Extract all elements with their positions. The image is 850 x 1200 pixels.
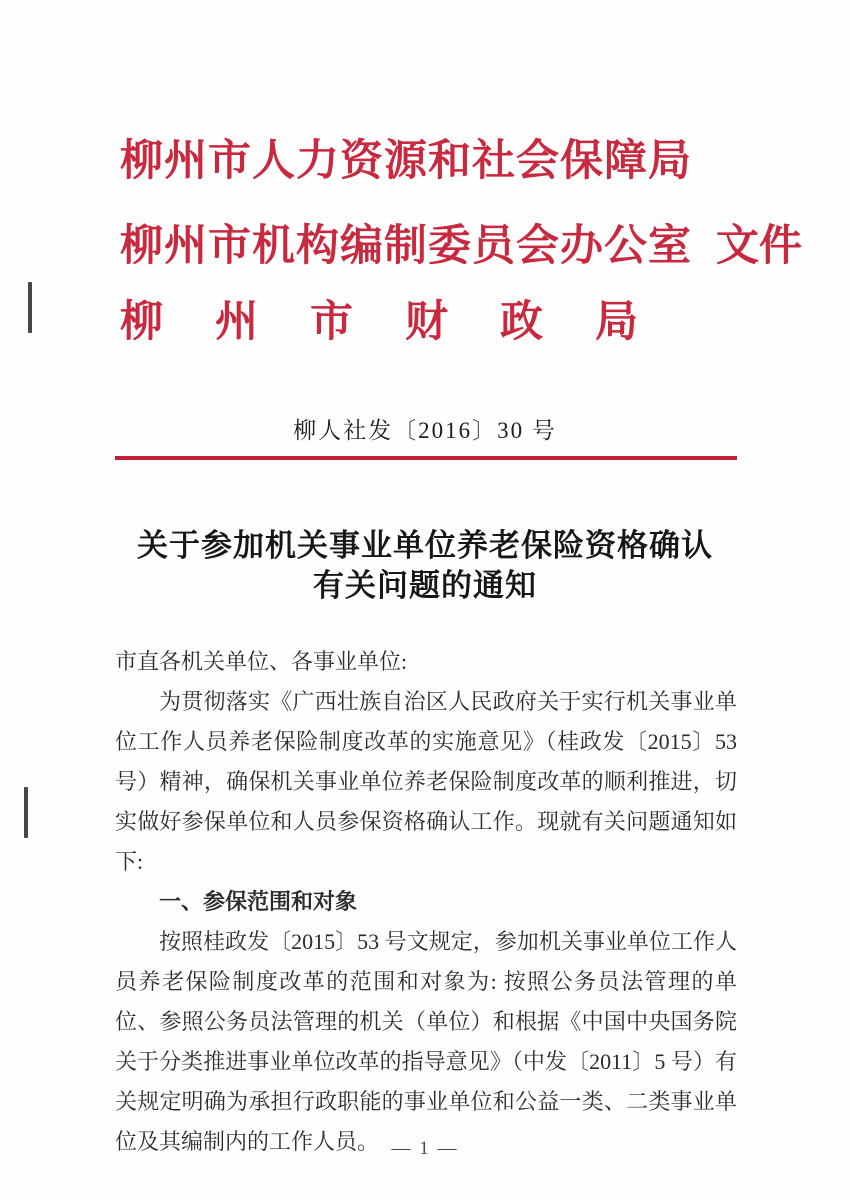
page-number: — 1 — xyxy=(391,1138,459,1159)
document-body xyxy=(115,642,737,1162)
red-divider-rule xyxy=(115,456,737,460)
document-title xyxy=(0,526,850,606)
document-title-line1: 关于参加机关事业单位养老保险资格确认 xyxy=(137,528,713,563)
binding-mark-top xyxy=(28,282,32,333)
document-title-line2: 有关问题的通知 xyxy=(313,568,537,603)
binding-mark-bottom xyxy=(24,787,28,838)
section-1-heading: 一、参保范围和对象 xyxy=(159,889,358,914)
agency-name-line2: 柳州市机构编制委员会办公室 xyxy=(120,223,692,271)
document-number: 柳人社发〔2016〕30 号 xyxy=(293,418,557,443)
paragraph-2: 按照桂政发〔2015〕53 号文规定，参加机关事业单位工作人员养老保险制度改革的范围和对象为: 按照公务员法管理的单位、参照公务员法管理的机关（单位）和根据《中国中央国务院关于分类推进事业单位改革的指导意见》（中发〔2011〕5 号）有关规定明确为承担行政职能的事业单位和公益一类、二类事业单位及其编制内的工作人员。 xyxy=(115,929,737,1154)
salutation: 市直各机关单位、各事业单位: xyxy=(115,649,408,674)
letterhead xyxy=(120,138,802,347)
doc-type-label: 文件 xyxy=(716,223,802,271)
agency-name-line1: 柳州市人力资源和社会保障局 xyxy=(120,138,692,185)
paragraph-1: 为贯彻落实《广西壮族自治区人民政府关于实行机关事业单位工作人员养老保险制度改革的实施意见》（桂政发〔2015〕53 号）精神，确保机关事业单位养老保险制度改革的顺利推进，切实做好参保单位和人员参保资格确认工作。现就有关问题通知如下: xyxy=(115,689,737,874)
agency-name-line3: 柳州市财政局 xyxy=(120,299,638,347)
agency-name-line2-row xyxy=(120,212,802,273)
